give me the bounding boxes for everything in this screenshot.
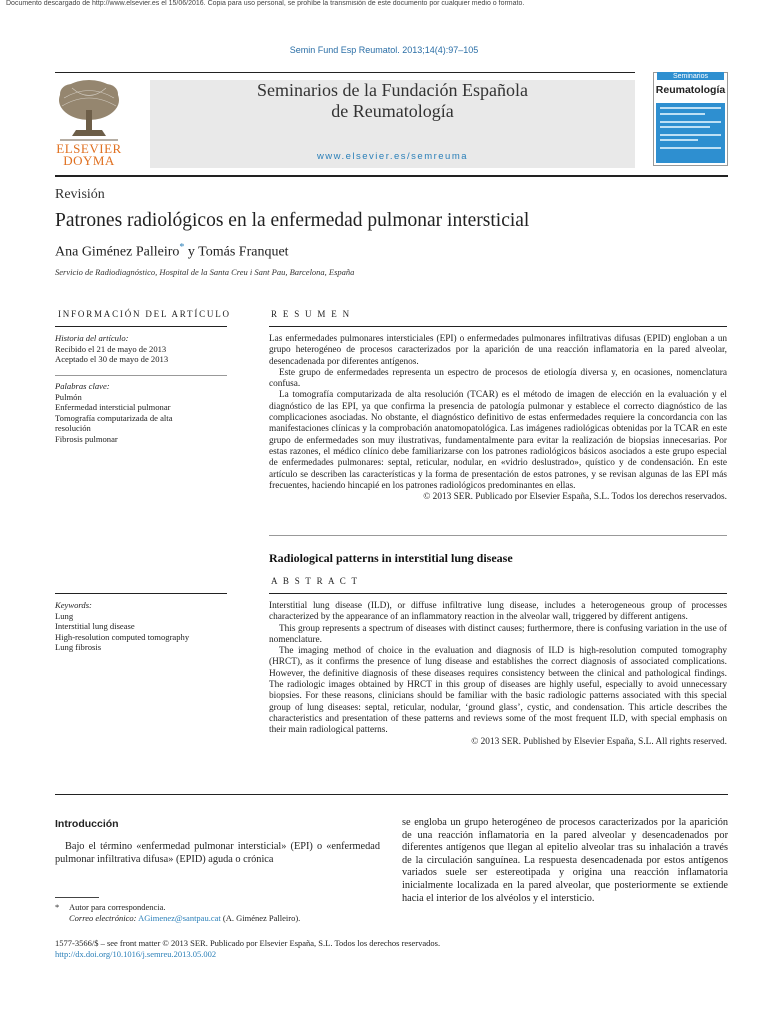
keyword-item: Pulmón — [55, 391, 82, 402]
author-2: y Tomás Franquet — [184, 244, 289, 260]
header-top-rule — [55, 72, 635, 73]
article-authors — [55, 242, 289, 261]
footnote — [55, 902, 395, 923]
resumen-copyright: © 2013 SER. Publicado por Elsevier España, S.L. Todos los derechos reservados. — [423, 492, 727, 503]
resumen-bottom-rule — [269, 535, 727, 536]
received-date: Recibido el 21 de mayo de 2013 — [55, 343, 167, 354]
article-info-heading: INFORMACIÓN DEL ARTÍCULO — [58, 309, 231, 319]
keyword-item: Enfermedad intersticial pulmonar — [55, 402, 171, 412]
article-type: Revisión — [55, 187, 105, 202]
abstract-bottom-rule — [55, 794, 728, 795]
footnote-mark: * — [55, 902, 60, 912]
info-rule — [55, 326, 227, 327]
download-note: Documento descargado de http://www.elsevier.es el 15/06/2016. Copia para uso personal, se prohíbe la transmisión de este documento por cualquier medio o formato. — [6, 0, 525, 7]
affiliation: Servicio de Radiodiagnóstico, Hospital de la Santa Creu i Sant Pau, Barcelona, España — [55, 267, 355, 277]
keyword-en-item: Lung fibrosis — [55, 642, 102, 652]
abstract-heading: A B S T R A C T — [271, 576, 359, 586]
history-rule — [55, 375, 227, 376]
resumen-paragraph: Este grupo de enfermedades representa un espectro de procesos de etiología diversa y, en ocasiones, nomenclatura confusa. — [269, 367, 727, 390]
elsevier-tree-logo — [52, 78, 126, 142]
english-title: Radiological patterns in interstitial lung disease — [269, 551, 513, 565]
keyword-item: resolución — [55, 423, 91, 433]
correspondence-mark[interactable]: * — [179, 242, 185, 253]
resumen-paragraph: La tomografía computarizada de alta resolución (TCAR) es el método de imagen de elección en la evaluación y el diagnóstico de las EPI, ya que confirma la presencia de patología pulmonar y establece el correcto diagnóstico de las complicaciones asociadas. No obstante, el diagnóstico definitivo de estas enfermedades requiere la concordancia con las manifestaciones clínicas y la comprobación anatomopatológica. Las imágenes radiológicas obtenidas por la TCAR en este grupo de enfermedades son muy ilustrativas, fundamentalmente para evitar la realización de biopsias innecesarias. Por estas razones, el médico clínico debe familiarizarse con los patrones radiológicos básicos asociados a este grupo especial de enfermedades pulmonares: septal, reticular, nodular, en «vidrio deslustrado», quístico y de condensación. En este artículo se describen las características y la forma de presentación de estos patrones, y se revisan algunas de las EPI más frecuentes, haciendo hincapié en los patrones radiológicos predominantes en ellas. — [269, 390, 727, 491]
cover-small-title: Seminarios — [672, 73, 708, 80]
keywords-en-rule — [55, 593, 227, 594]
introduction-heading: Introducción — [55, 818, 119, 830]
keyword-item: Fibrosis pulmonar — [55, 433, 118, 444]
abstract-paragraph: This group represents a spectrum of diseases with distinct causes; furthermore, there is confusing variation in the use of nomenclature. — [269, 623, 727, 645]
keywords-en-label: Keywords: — [55, 600, 92, 610]
footnote-correspondence: Autor para correspondencia. — [69, 902, 166, 912]
cover-title: Reumatología — [655, 84, 726, 96]
keyword-en-item: Interstitial lung disease — [55, 621, 135, 631]
abstract-paragraph: The imaging method of choice in the evaluation and diagnosis of ILD is high-resolution computed tomography (HRCT), as it confirms the presence of lung disease and establishes the correct diagnosis of associated complications. However, the definitive diagnosis of these diseases requires consistency between the clinical and pathological findings. The radiologic images obtained by HRCT in this group of diseases are highly useful, especially to avoid unnecessary biopsies. For these reasons, clinicians should be familiar with the basic radiologic patterns associated with this special group of lung diseases: septal, reticular, nodular, ‘ground glass’, cystic, and condensation. This article describes the characteristics and presentation of these patterns and reviews some of the most frequent ILD, with special emphasis on their main radiological patterns. — [269, 646, 727, 736]
keywords-en — [55, 600, 227, 653]
footnote-rule — [55, 897, 99, 898]
history-label: Historia del artículo: — [55, 333, 129, 343]
keywords-label: Palabras clave: — [55, 381, 110, 391]
journal-cover-thumbnail — [653, 72, 728, 166]
resumen-paragraph: Las enfermedades pulmonares intersticiales (EPI) o enfermedades pulmonares infiltrativas difusas (EPID) engloban a un grupo heterogéneo de procesos caracterizados por la aparición de una reacción inflamatoria en la pared alveolar, desencadenada por diferentes antígenos. — [269, 334, 727, 367]
abstract-copyright: © 2013 SER. Published by Elsevier España, S.L. All rights reserved. — [471, 736, 727, 747]
resumen-rule — [269, 326, 727, 327]
abstract-text — [269, 601, 727, 748]
keyword-en-item: High-resolution computed tomography — [55, 631, 190, 642]
publisher-line1: ELSEVIER — [56, 141, 122, 156]
journal-name-line2: de Reumatología — [331, 101, 454, 121]
resumen-text — [269, 334, 727, 503]
publisher-logo-text — [53, 143, 125, 167]
abstract-rule — [269, 593, 727, 594]
abstract-paragraph: Interstitial lung disease (ILD), or diffuse infiltrative lung disease, includes a heterogeneous group of processes characterized by the appearance of an inflammatory reaction in the alveolar wall, triggered by different antigens. — [269, 601, 727, 623]
resumen-heading: R E S U M E N — [271, 309, 351, 319]
body-left-column: Bajo el término «enfermedad pulmonar intersticial» (EPI) o «enfermedad pulmonar infiltrativa difusa» (EPID) aguda o crónica — [55, 841, 380, 865]
article-history — [55, 333, 227, 365]
legal-block — [55, 938, 728, 959]
keywords-es — [55, 381, 227, 444]
email-suffix: (A. Giménez Palleiro). — [222, 912, 301, 923]
body-right-column: se engloba un grupo heterogéneo de procesos caracterizados por la aparición de una reacción inflamatoria en la pared alveolar y desencadenados por diferentes antígenos que llegan al epitelio alveolar tras su inhalación a través de la circulación sanguínea. La respuesta desencadenada por estos antígenos variados suele ser estereotipada y origina una reacción inflamatoria inicialmente localizada en la pared alveolar, que posteriormente se extiende hacia el interior de los alvéolos y el intersticio. — [402, 817, 728, 904]
accepted-date: Aceptado el 30 de mayo de 2013 — [55, 354, 169, 364]
journal-name — [150, 80, 635, 122]
cover-panel — [656, 103, 725, 163]
journal-citation[interactable]: Semin Fund Esp Reumatol. 2013;14(4):97–105 — [289, 45, 479, 55]
keyword-item: Tomografía computarizada de alta — [55, 412, 173, 423]
issn-line: 1577-3566/$ – see front matter © 2013 SER. Publicado por Elsevier España, S.L. Todos los derechos reservados. — [55, 938, 441, 948]
doi-link[interactable]: http://dx.doi.org/10.1016/j.semreu.2013.05.002 — [55, 948, 217, 959]
article-title: Patrones radiológicos en la enfermedad pulmonar intersticial — [55, 210, 530, 231]
journal-url[interactable]: www.elsevier.es/semreuma — [316, 151, 469, 162]
journal-name-line1: Seminarios de la Fundación Española — [257, 80, 528, 100]
email-label: Correo electrónico: — [69, 912, 137, 923]
keyword-en-item: Lung — [55, 610, 74, 621]
header-bottom-rule — [55, 175, 728, 177]
publisher-line2: DOYMA — [63, 153, 115, 168]
author-1: Ana Giménez Palleiro — [55, 244, 180, 260]
author-email-link[interactable]: AGimenez@santpau.cat — [138, 912, 221, 923]
